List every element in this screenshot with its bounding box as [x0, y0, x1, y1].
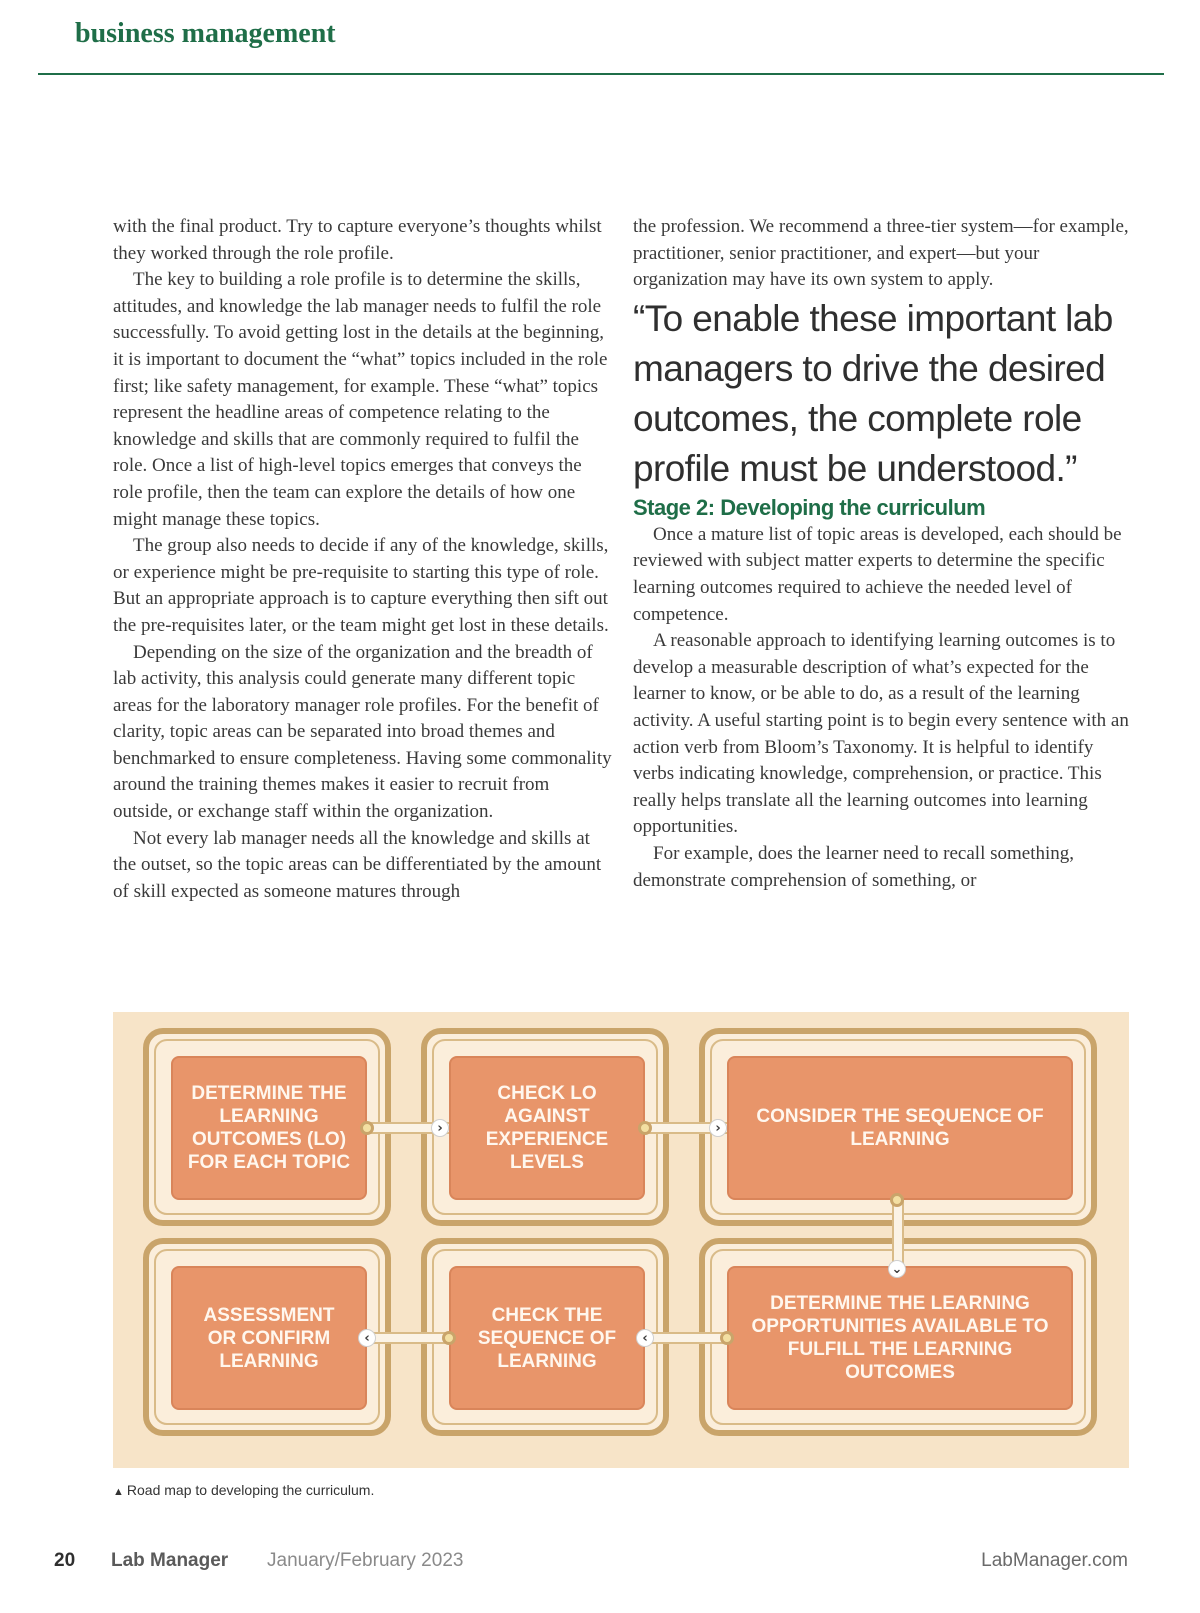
chevron-left-icon: ‹ [358, 1329, 376, 1347]
connector-dot [890, 1193, 904, 1207]
chevron-down-icon: ⌄ [888, 1260, 906, 1278]
body-paragraph: Once a mature list of topic areas is developed, each should be reviewed with subject matter experts to determine the specific learning outcomes required to achieve the needed level of competence. [633, 523, 1122, 625]
curriculum-roadmap-diagram [113, 1012, 1129, 1468]
section-subhead: Stage 2: Developing the curriculum [633, 494, 986, 520]
left-column [113, 214, 613, 905]
right-column [633, 214, 1133, 894]
magazine-name: Lab Manager [111, 1550, 229, 1571]
chevron-right-icon: › [431, 1119, 449, 1137]
step-check-sequence: CHECK THE SEQUENCE OF LEARNING [449, 1266, 645, 1410]
connector-dot [720, 1331, 734, 1345]
step-determine-learning-outcomes: DETERMINE THE LEARNING OUTCOMES (LO) FOR EACH TOPIC [171, 1056, 367, 1200]
body-paragraph: the profession. We recommend a three-tier system—for example, practitioner, senior practitioner, and expert—but your organization may have its own system to apply. [633, 216, 1129, 291]
body-paragraph: The key to building a role profile is to determine the skills, attitudes, and knowledge the lab manager needs to fulfil the role successfully. To avoid getting lost in the details at the beginning, it is important to document the “what” topics included in the role first; like safety management, for example. These “what” topics represent the headline areas of competence relating to the knowledge and skills that are commonly required to fulfil the role. Once a list of high-level topics emerges that conveys the role profile, then the team can explore the details of how one might manage these topics. [113, 269, 608, 530]
header-rule [38, 73, 1164, 75]
body-paragraph: A reasonable approach to identifying learning outcomes is to develop a measurable description of what’s expected for the learner to know, or be able to do, as a result of the learning activity. A useful starting point is to begin every sentence with an action verb from Bloom’s Taxonomy. It is helpful to identify verbs indicating knowledge, comprehension, or practice. This really helps translate all the learning outcomes into learning opportunities. [633, 630, 1129, 838]
caption-marker-icon: ▲ [113, 1486, 124, 1498]
connector-dot [360, 1121, 374, 1135]
page-number: 20 [54, 1550, 76, 1571]
pull-quote: “To enable these important lab managers to drive the desired outcomes, the complete role profile must be understood.” [633, 297, 1113, 489]
connector-dot [442, 1331, 456, 1345]
step-consider-sequence: CONSIDER THE SEQUENCE OF LEARNING [727, 1056, 1073, 1200]
page-footer [0, 1550, 1200, 1580]
body-paragraph: The group also needs to decide if any of the knowledge, skills, or experience might be pre-requisite to starting this type of role. But an appropriate approach is to capture everything then sift out the pre-requisites later, or the team might get lost in these details. [113, 535, 609, 636]
chevron-left-icon: ‹ [636, 1329, 654, 1347]
body-paragraph: Depending on the size of the organization and the breadth of lab activity, this analysis could generate many different topic areas for the laboratory manager role profiles. For the benefit of clarity, topic areas can be separated into broad themes and benchmarked to ensure completeness. Having some commonality around the training themes makes it easier to recruit from outside, or exchange staff within the organization. [113, 641, 612, 823]
connector-dot [638, 1121, 652, 1135]
figure-caption [113, 1482, 374, 1498]
connector [645, 1332, 727, 1344]
caption-text: Road map to developing the curriculum. [126, 1482, 375, 1498]
website-url: LabManager.com [981, 1550, 1128, 1571]
step-determine-opportunities: DETERMINE THE LEARNING OPPORTUNITIES AVAILABLE TO FULFILL THE LEARNING OUTCOMES [727, 1266, 1073, 1410]
body-paragraph: For example, does the learner need to recall something, demonstrate comprehension of something, or [633, 842, 1075, 891]
step-check-lo-experience: CHECK LO AGAINST EXPERIENCE LEVELS [449, 1056, 645, 1200]
chevron-right-icon: › [709, 1119, 727, 1137]
body-paragraph: Not every lab manager needs all the knowledge and skills at the outset, so the topic areas can be differentiated by the amount of skill expected as someone matures through [113, 827, 602, 902]
body-paragraph: with the final product. Try to capture everyone’s thoughts whilst they worked through the role profile. [113, 216, 602, 264]
connector [892, 1200, 904, 1266]
issue-date: January/February 2023 [267, 1550, 464, 1571]
step-assessment: ASSESSMENT OR CONFIRM LEARNING [171, 1266, 367, 1410]
connector [367, 1332, 449, 1344]
section-label: business management [75, 18, 336, 49]
